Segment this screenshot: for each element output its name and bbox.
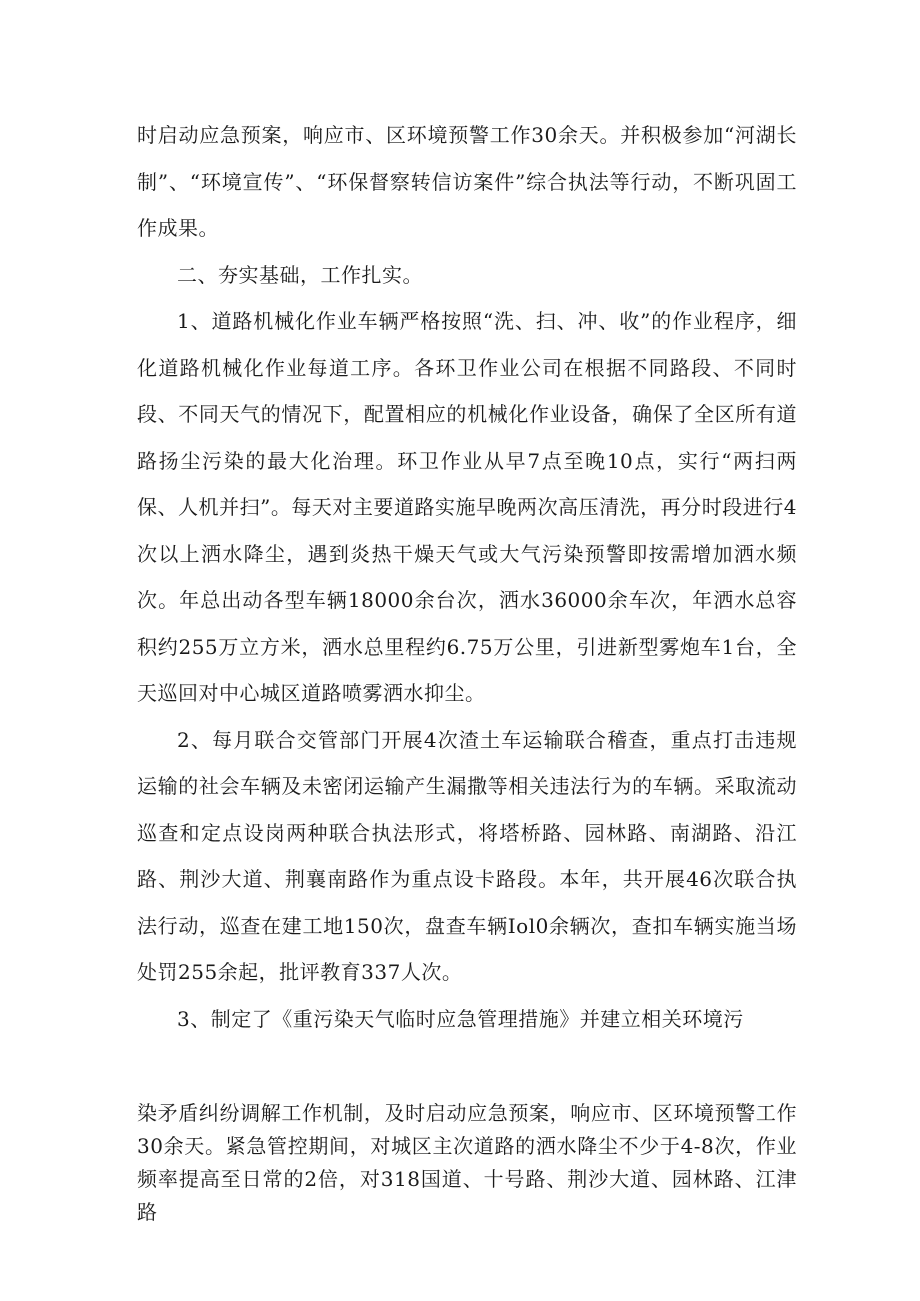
paragraph-road-mechanization: 1、道路机械化作业车辆严格按照“洗、扫、冲、收”的作业程序，细化道路机械化作业每道工序。各环卫作业公司在根据不同路段、不同时段、不同天气的情况下，配置相应的机械化作业设备，确保了全区所有道路扬尘污染的最大化治理。环卫作业从早7点至晚10点，实行“两扫两保、人机并扫”。每天对主要道路实施早晚两次高压清洗，再分时段进行4次以上洒水降尘，遇到炎热干燥天气或大气污染预警即按需增加洒水频次。年总出动各型车辆18000余台次，洒水36000余车次，年洒水总容积约255万立方米，洒水总里程约6.75万公里，引进新型雾炮车1台，全天巡回对中心城区道路喷雾洒水抑尘。: [137, 309, 797, 705]
footer-text-block: [137, 1097, 797, 1229]
paragraph-emergency-measures: 3、制定了《重污染天气临时应急管理措施》并建立相关环境污: [177, 1006, 744, 1031]
section-heading: 二、夯实基础，工作扎实。: [177, 262, 423, 287]
paragraph-joint-inspection: 2、每月联合交管部门开展4次渣土车运输联合稽查，重点打击违规运输的社会车辆及未密闭运输产生漏撒等相关违法行为的车辆。采取流动巡查和定点设岗两种联合执法形式，将塔桥路、园林路、南湖路、沿江路、荆沙大道、荆襄南路作为重点设卡路段。本年，共开展46次联合执法行动，巡查在建工地150次，盘查车辆Iol0余辆次，查扣车辆实施当场处罚255余起，批评教育337人次。: [137, 727, 797, 984]
paragraph-emergency-continuation: 染矛盾纠纷调解工作机制，及时启动应急预案，响应市、区环境预警工作30余天。紧急管控期间，对城区主次道路的洒水降尘不少于4-8次，作业频率提高至日常的2倍，对318国道、十号路、荆沙大道、园林路、江津路: [137, 1101, 797, 1224]
main-text-block: [137, 112, 797, 1042]
paragraph-continuation: 时启动应急预案，响应市、区环境预警工作30余天。并积极参加“河湖长制”、“环境宣传”、“环保督察转信访案件”综合执法等行动，不断巩固工作成果。: [137, 123, 797, 240]
